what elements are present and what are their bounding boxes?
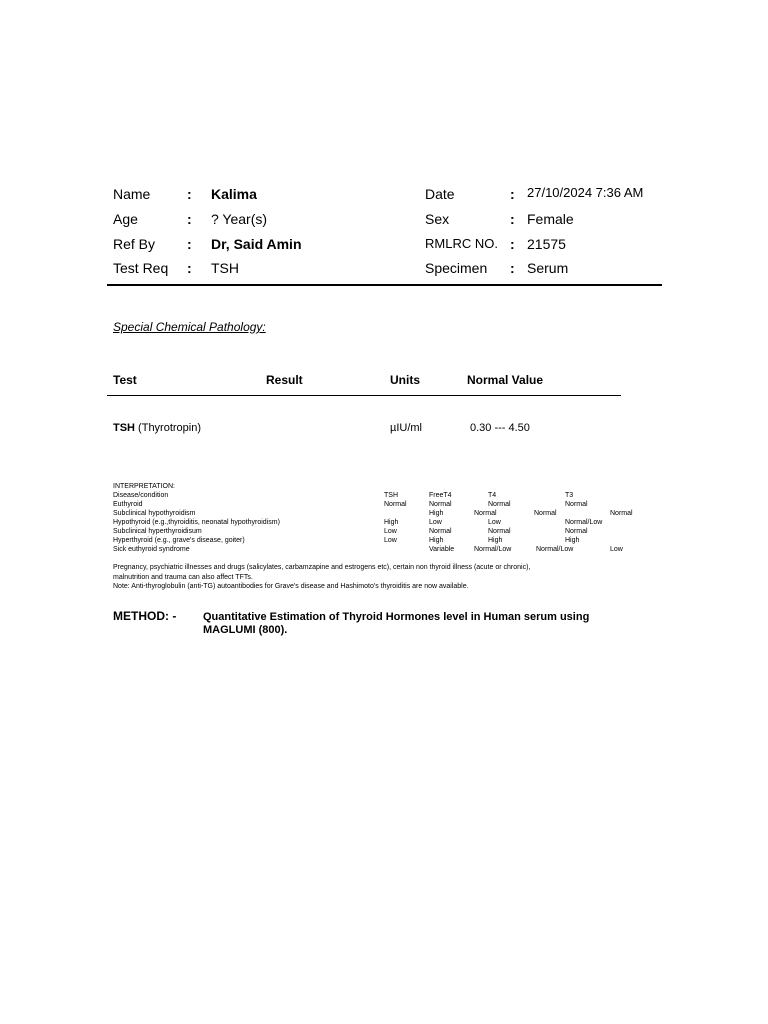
date-value: 27/10/2024 7:36 AM xyxy=(527,185,644,200)
interp-header-t4: T4 xyxy=(488,492,497,499)
interp-cell: Variable xyxy=(429,546,455,553)
column-header-units: Units xyxy=(390,373,420,387)
sex-label: Sex xyxy=(425,211,450,227)
table-header-divider xyxy=(107,395,621,396)
test-name xyxy=(113,422,201,434)
interpretation-title: INTERPRETATION: xyxy=(113,483,175,490)
interp-cell: Normal/Low xyxy=(474,546,512,553)
colon: : xyxy=(510,186,515,202)
specimen-label: Specimen xyxy=(425,260,488,276)
colon: : xyxy=(187,260,192,276)
colon: : xyxy=(510,211,515,227)
note-line: malnutrition and trauma can also affect TFTs. xyxy=(113,573,253,581)
interp-cell: Low xyxy=(384,537,397,544)
interp-cell: High xyxy=(384,519,399,526)
interp-cell: High xyxy=(429,537,444,544)
interp-cell: High xyxy=(488,537,503,544)
interp-condition: Sick euthyroid syndrome xyxy=(113,546,190,553)
interp-cell: Normal xyxy=(384,501,407,508)
interp-cell: Normal xyxy=(534,510,557,517)
patient-name: Kalima xyxy=(211,186,257,202)
interp-condition: Hypothyroid (e.g.,thyroiditis, neonatal hypothyroidism) xyxy=(113,519,280,526)
rmlrc-value: 21575 xyxy=(527,236,566,252)
test-full-name: (Thyrotropin) xyxy=(135,422,202,434)
method-label: METHOD: - xyxy=(113,609,177,623)
interp-cell: Low xyxy=(610,546,623,553)
interp-cell: Normal xyxy=(565,528,588,535)
units-value: µIU/ml xyxy=(390,422,423,434)
interp-cell: Normal xyxy=(488,528,511,535)
date-label: Date xyxy=(425,186,455,202)
interp-header-condition: Disease/condition xyxy=(113,492,169,499)
section-title: Special Chemical Pathology: xyxy=(113,320,266,334)
interp-cell: Low xyxy=(429,519,442,526)
interp-cell: High xyxy=(429,510,444,517)
interp-cell: Normal xyxy=(474,510,497,517)
name-label: Name xyxy=(113,186,151,202)
normal-range-value: 0.30 --- 4.50 xyxy=(470,422,530,434)
interp-cell: Normal xyxy=(429,501,452,508)
interp-cell: High xyxy=(565,537,580,544)
rmlrc-label: RMLRC NO. xyxy=(425,236,498,251)
column-header-result: Result xyxy=(266,373,303,387)
interp-header-tsh: TSH xyxy=(384,492,398,499)
interp-condition: Euthyroid xyxy=(113,501,143,508)
ref-by-value: Dr, Said Amin xyxy=(211,236,302,252)
sex-value: Female xyxy=(527,211,574,227)
colon: : xyxy=(187,186,192,202)
patient-age: ? Year(s) xyxy=(211,211,268,227)
colon: : xyxy=(510,236,515,252)
age-label: Age xyxy=(113,211,138,227)
method-text: Quantitative Estimation of Thyroid Hormones level in Human serum using MAGLUMI (800). xyxy=(203,611,590,636)
note-line: Note: Anti-thyroglobulin (anti-TG) autoantibodies for Grave's disease and Hashimoto's thyroiditis are now available. xyxy=(113,583,469,590)
interp-condition: Subclinical hyperthyroidisum xyxy=(113,528,202,535)
interp-header-t3: T3 xyxy=(565,492,574,499)
interp-condition: Hyperthyroid (e.g., grave's disease, goiter) xyxy=(113,537,245,544)
interp-cell: Normal/Low xyxy=(536,546,574,553)
interp-condition: Subclinical hypothyroidism xyxy=(113,510,196,517)
test-req-value: TSH xyxy=(211,260,239,276)
note-line: Pregnancy, psychiatric illnesses and drugs (salicylates, carbamzapine and estrogens etc), certain non thyroid illness (acute or chronic), xyxy=(113,564,531,571)
specimen-value: Serum xyxy=(527,260,569,276)
column-header-test: Test xyxy=(113,373,137,387)
header-divider xyxy=(107,284,662,286)
interp-cell: Normal xyxy=(429,528,452,535)
interp-cell: Low xyxy=(488,519,501,526)
interp-cell: Normal xyxy=(565,501,588,508)
test-code: TSH xyxy=(113,422,135,434)
test-req-label: Test Req xyxy=(113,260,169,276)
interp-cell: Normal/Low xyxy=(565,519,603,526)
colon: : xyxy=(510,260,515,276)
notes-block xyxy=(113,563,530,592)
colon: : xyxy=(187,211,192,227)
interp-cell: Normal xyxy=(488,501,511,508)
interp-cell: Normal xyxy=(610,510,633,517)
ref-by-label: Ref By xyxy=(113,236,156,252)
interp-cell: Low xyxy=(384,528,397,535)
colon: : xyxy=(187,236,192,252)
interp-header-freet4: FreeT4 xyxy=(429,492,452,499)
column-header-normal-value: Normal Value xyxy=(467,373,544,387)
